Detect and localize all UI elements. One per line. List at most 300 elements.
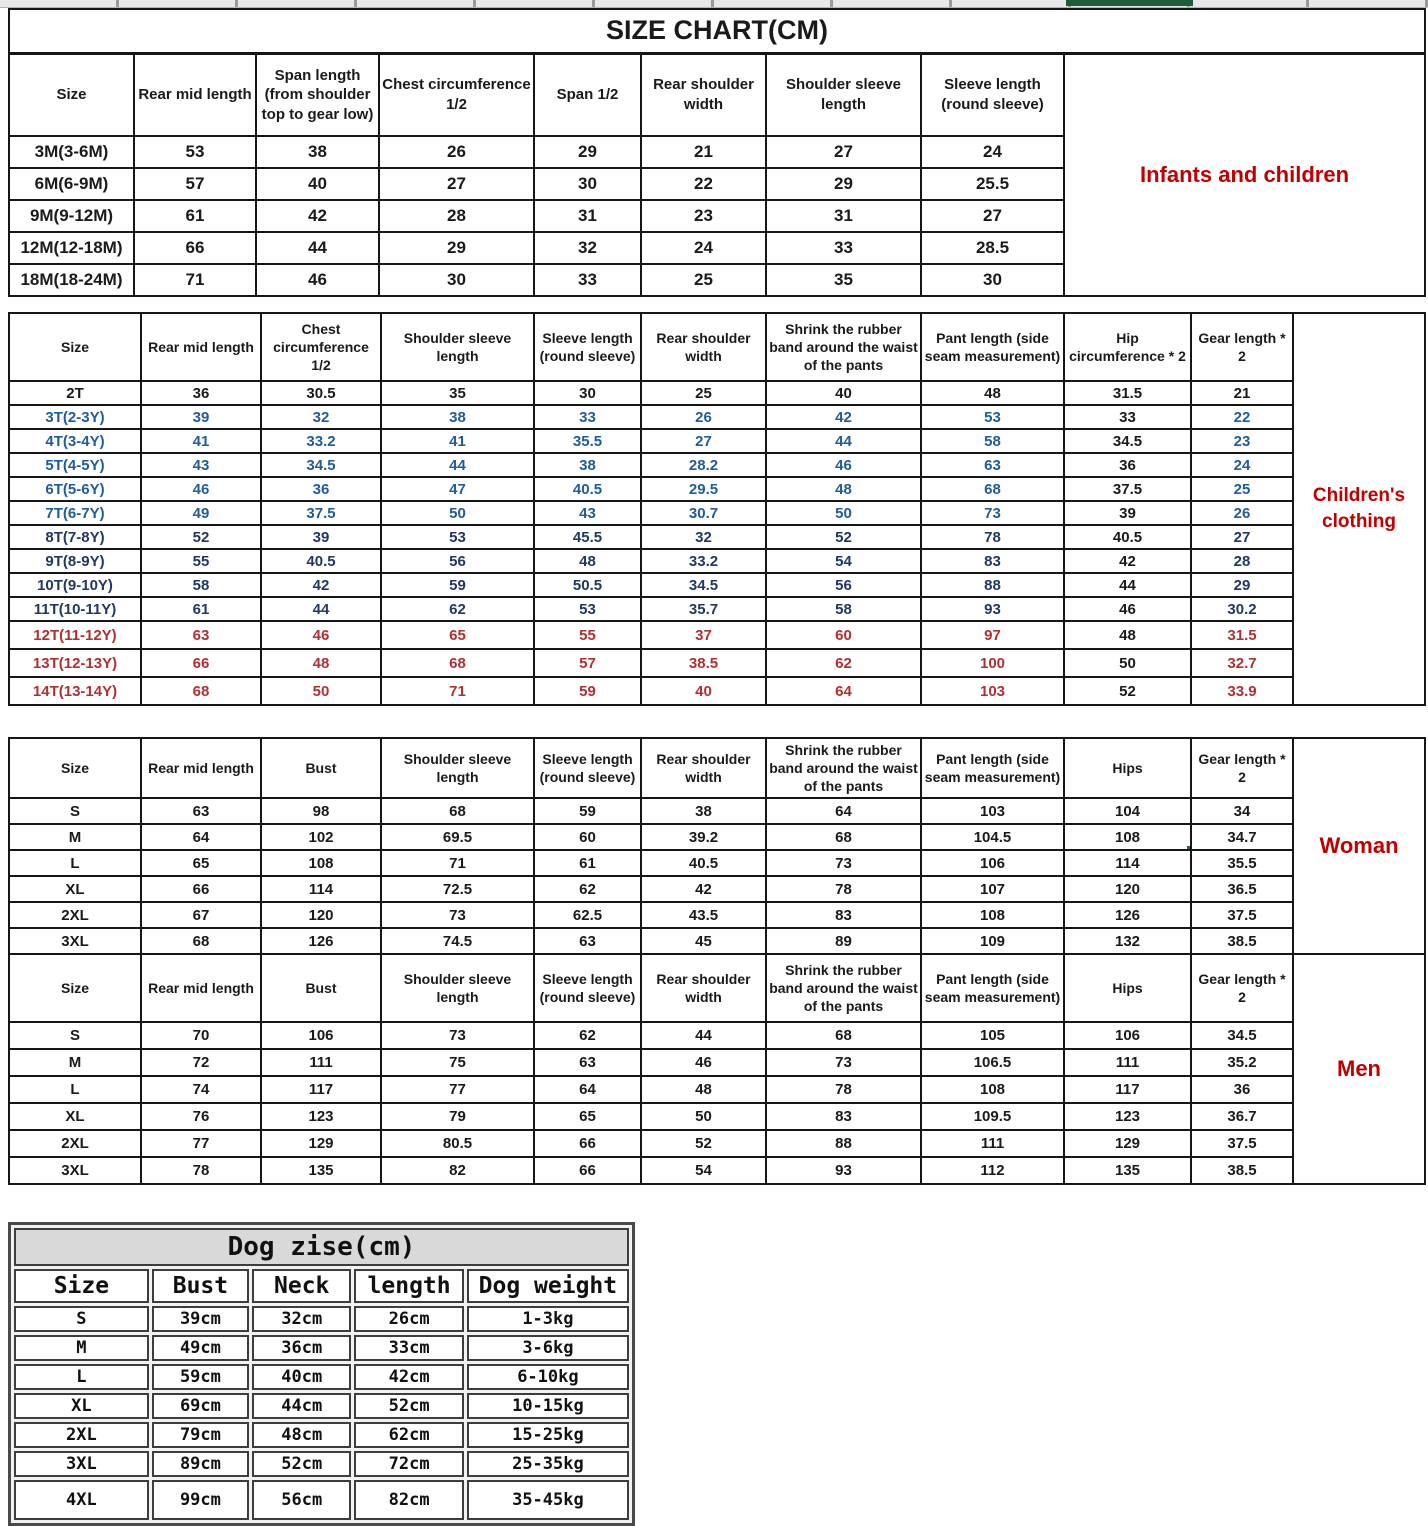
value-cell: 66 — [134, 232, 256, 264]
value-cell: 82 — [381, 1157, 534, 1184]
value-cell: 42cm — [354, 1364, 463, 1390]
value-cell: 88 — [921, 573, 1064, 597]
value-cell: 56cm — [252, 1480, 351, 1520]
value-cell: 52 — [141, 525, 261, 549]
size-cell: 2XL — [9, 1130, 141, 1157]
value-cell: 47 — [381, 477, 534, 501]
value-cell: 64 — [766, 677, 921, 705]
value-cell: 109.5 — [921, 1103, 1064, 1130]
value-cell: 23 — [1191, 429, 1293, 453]
value-cell: 82cm — [354, 1480, 463, 1520]
value-cell: 68 — [141, 928, 261, 954]
value-cell: 68 — [141, 677, 261, 705]
value-cell: 65 — [534, 1103, 641, 1130]
value-cell: 69.5 — [381, 824, 534, 850]
column-header: Sleeve length (round sleeve) — [534, 954, 641, 1022]
value-cell: 48 — [766, 477, 921, 501]
value-cell: 61 — [534, 850, 641, 876]
value-cell: 34.5 — [1191, 1022, 1293, 1049]
value-cell: 35.5 — [534, 429, 641, 453]
value-cell: 24 — [641, 232, 766, 264]
size-cell: 3XL — [9, 928, 141, 954]
size-cell: 4T(3-4Y) — [9, 429, 141, 453]
section-label-infants: Infants and children — [1064, 53, 1425, 296]
value-cell: 79cm — [152, 1422, 249, 1448]
value-cell: 24 — [921, 136, 1064, 168]
value-cell: 59 — [534, 677, 641, 705]
value-cell: 38 — [641, 798, 766, 824]
value-cell: 58 — [141, 573, 261, 597]
woman-men-size-table — [8, 737, 1426, 1185]
value-cell: 100 — [921, 649, 1064, 677]
value-cell: 23 — [641, 200, 766, 232]
value-cell: 104 — [1064, 798, 1191, 824]
value-cell: 32 — [641, 525, 766, 549]
size-cell: 12M(12-18M) — [9, 232, 134, 264]
value-cell: 21 — [641, 136, 766, 168]
value-cell: 73 — [381, 1022, 534, 1049]
value-cell: 59 — [381, 573, 534, 597]
size-cell: 6M(6-9M) — [9, 168, 134, 200]
value-cell: 27 — [921, 200, 1064, 232]
value-cell: 126 — [261, 928, 381, 954]
value-cell: 40 — [256, 168, 379, 200]
value-cell: 48 — [1064, 621, 1191, 649]
value-cell: 135 — [261, 1157, 381, 1184]
value-cell: 50 — [1064, 649, 1191, 677]
column-header: Size — [9, 738, 141, 798]
value-cell: 36cm — [252, 1335, 351, 1361]
value-cell: 26 — [379, 136, 534, 168]
value-cell: 38.5 — [1191, 928, 1293, 954]
value-cell: 57 — [534, 649, 641, 677]
value-cell: 44 — [1064, 573, 1191, 597]
value-cell: 44 — [261, 597, 381, 621]
value-cell: 108 — [921, 902, 1064, 928]
value-cell: 34.7 — [1191, 824, 1293, 850]
value-cell: 38 — [256, 136, 379, 168]
value-cell: 35 — [766, 264, 921, 296]
section-label-woman: Woman — [1293, 738, 1425, 954]
value-cell: 63 — [141, 621, 261, 649]
value-cell: 68 — [766, 824, 921, 850]
size-cell: 11T(10-11Y) — [9, 597, 141, 621]
value-cell: 33 — [1064, 405, 1191, 429]
value-cell: 29 — [1191, 573, 1293, 597]
value-cell: 120 — [261, 902, 381, 928]
column-header: Gear length * 2 — [1191, 954, 1293, 1022]
value-cell: 30.5 — [261, 381, 381, 405]
column-header: Pant length (side seam measurement) — [921, 738, 1064, 798]
value-cell: 41 — [141, 429, 261, 453]
value-cell: 50.5 — [534, 573, 641, 597]
value-cell: 129 — [261, 1130, 381, 1157]
column-header: Rear mid length — [141, 738, 261, 798]
value-cell: 38.5 — [641, 649, 766, 677]
value-cell: 42 — [641, 876, 766, 902]
value-cell: 37.5 — [261, 501, 381, 525]
value-cell: 45.5 — [534, 525, 641, 549]
infants-size-table — [8, 8, 1426, 297]
value-cell: 69cm — [152, 1393, 249, 1419]
value-cell: 37 — [641, 621, 766, 649]
value-cell: 105 — [921, 1022, 1064, 1049]
value-cell: 78 — [141, 1157, 261, 1184]
column-header: Shoulder sleeve length — [381, 738, 534, 798]
column-header: Hips — [1064, 738, 1191, 798]
value-cell: 97 — [921, 621, 1064, 649]
value-cell: 27 — [379, 168, 534, 200]
value-cell: 35.2 — [1191, 1049, 1293, 1076]
value-cell: 66 — [534, 1130, 641, 1157]
value-cell: 30.7 — [641, 501, 766, 525]
value-cell: 72.5 — [381, 876, 534, 902]
value-cell: 53 — [534, 597, 641, 621]
value-cell: 42 — [766, 405, 921, 429]
column-header: Size — [9, 954, 141, 1022]
value-cell: 42 — [261, 573, 381, 597]
value-cell: 71 — [381, 677, 534, 705]
size-cell: 5T(4-5Y) — [9, 453, 141, 477]
size-cell: 3T(2-3Y) — [9, 405, 141, 429]
value-cell: 88 — [766, 1130, 921, 1157]
value-cell: 83 — [766, 902, 921, 928]
column-header: Dog weight — [467, 1269, 629, 1303]
value-cell: 21 — [1191, 381, 1293, 405]
size-cell: M — [9, 1049, 141, 1076]
size-cell: 9M(9-12M) — [9, 200, 134, 232]
value-cell: 50 — [261, 677, 381, 705]
value-cell: 74.5 — [381, 928, 534, 954]
value-cell: 78 — [766, 876, 921, 902]
sheet-gridline-strip — [0, 0, 1428, 8]
column-header: Shoulder sleeve length — [381, 313, 534, 381]
value-cell: 108 — [921, 1076, 1064, 1103]
column-header: Size — [9, 53, 134, 136]
column-header: Rear mid length — [141, 313, 261, 381]
value-cell: 77 — [381, 1076, 534, 1103]
value-cell: 104.5 — [921, 824, 1064, 850]
value-cell: 76 — [141, 1103, 261, 1130]
value-cell: 44 — [641, 1022, 766, 1049]
size-cell: S — [9, 798, 141, 824]
dog-size-table — [8, 1222, 635, 1526]
value-cell: 73 — [766, 850, 921, 876]
section-label-children: Children's clothing — [1293, 313, 1425, 705]
value-cell: 57 — [134, 168, 256, 200]
value-cell: 25.5 — [921, 168, 1064, 200]
value-cell: 39 — [261, 525, 381, 549]
value-cell: 32.7 — [1191, 649, 1293, 677]
value-cell: 44 — [256, 232, 379, 264]
value-cell: 26 — [641, 405, 766, 429]
value-cell: 112 — [921, 1157, 1064, 1184]
column-header: Pant length (side seam measurement) — [921, 313, 1064, 381]
value-cell: 71 — [134, 264, 256, 296]
value-cell: 73 — [921, 501, 1064, 525]
column-header: Sleeve length (round sleeve) — [534, 738, 641, 798]
value-cell: 36.5 — [1191, 876, 1293, 902]
column-header: Hip circumference * 2 — [1064, 313, 1191, 381]
value-cell: 39 — [1064, 501, 1191, 525]
value-cell: 33.2 — [641, 549, 766, 573]
value-cell: 3-6kg — [467, 1335, 629, 1361]
value-cell: 53 — [921, 405, 1064, 429]
size-cell: 3M(3-6M) — [9, 136, 134, 168]
value-cell: 68 — [766, 1022, 921, 1049]
column-header: Rear shoulder width — [641, 738, 766, 798]
value-cell: 36 — [141, 381, 261, 405]
column-header: Span 1/2 — [534, 53, 641, 136]
value-cell: 30.2 — [1191, 597, 1293, 621]
value-cell: 32cm — [252, 1306, 351, 1332]
value-cell: 40 — [641, 677, 766, 705]
value-cell: 52cm — [354, 1393, 463, 1419]
value-cell: 44 — [766, 429, 921, 453]
value-cell: 43.5 — [641, 902, 766, 928]
value-cell: 26 — [1191, 501, 1293, 525]
value-cell: 32 — [534, 232, 641, 264]
value-cell: 52 — [1064, 677, 1191, 705]
value-cell: 65 — [141, 850, 261, 876]
value-cell: 59 — [534, 798, 641, 824]
value-cell: 48 — [261, 649, 381, 677]
column-header: Chest circumference 1/2 — [261, 313, 381, 381]
value-cell: 22 — [1191, 405, 1293, 429]
value-cell: 37.5 — [1191, 902, 1293, 928]
column-header: Chest circumference 1/2 — [379, 53, 534, 136]
value-cell: 34.5 — [261, 453, 381, 477]
value-cell: 62.5 — [534, 902, 641, 928]
value-cell: 53 — [134, 136, 256, 168]
value-cell: 30 — [379, 264, 534, 296]
column-header: Sleeve length (round sleeve) — [534, 313, 641, 381]
value-cell: 50 — [766, 501, 921, 525]
size-cell: 13T(12-13Y) — [9, 649, 141, 677]
value-cell: 73 — [766, 1049, 921, 1076]
size-cell: 18M(18-24M) — [9, 264, 134, 296]
value-cell: 33 — [534, 264, 641, 296]
column-header: Bust — [261, 954, 381, 1022]
value-cell: 27 — [641, 429, 766, 453]
value-cell: 68 — [921, 477, 1064, 501]
value-cell: 68 — [381, 798, 534, 824]
value-cell: 135 — [1064, 1157, 1191, 1184]
value-cell: 36 — [261, 477, 381, 501]
column-header: Shrink the rubber band around the waist of the pants — [766, 738, 921, 798]
value-cell: 35.5 — [1191, 850, 1293, 876]
column-header: Pant length (side seam measurement) — [921, 954, 1064, 1022]
value-cell: 49 — [141, 501, 261, 525]
size-cell: 2XL — [14, 1422, 149, 1448]
value-cell: 36.7 — [1191, 1103, 1293, 1130]
size-cell: M — [9, 824, 141, 850]
value-cell: 38 — [381, 405, 534, 429]
value-cell: 48 — [641, 1076, 766, 1103]
value-cell: 132 — [1064, 928, 1191, 954]
value-cell: 70 — [141, 1022, 261, 1049]
size-cell: 3XL — [14, 1451, 149, 1477]
value-cell: 53 — [381, 525, 534, 549]
selection-edge-marker — [1066, 0, 1193, 6]
value-cell: 41 — [381, 429, 534, 453]
value-cell: 64 — [141, 824, 261, 850]
value-cell: 36 — [1064, 453, 1191, 477]
value-cell: 68 — [381, 649, 534, 677]
value-cell: 38.5 — [1191, 1157, 1293, 1184]
value-cell: 48 — [921, 381, 1064, 405]
value-cell: 34.5 — [1064, 429, 1191, 453]
value-cell: 56 — [381, 549, 534, 573]
column-header: Rear mid length — [134, 53, 256, 136]
value-cell: 30 — [534, 381, 641, 405]
column-header: Size — [14, 1269, 149, 1303]
value-cell: 89 — [766, 928, 921, 954]
value-cell: 63 — [534, 1049, 641, 1076]
value-cell: 93 — [766, 1157, 921, 1184]
size-cell: 7T(6-7Y) — [9, 501, 141, 525]
value-cell: 56 — [766, 573, 921, 597]
value-cell: 123 — [261, 1103, 381, 1130]
active-cell: 108 — [1064, 824, 1191, 850]
value-cell: 25-35kg — [467, 1451, 629, 1477]
value-cell: 50 — [381, 501, 534, 525]
column-header: Rear shoulder width — [641, 954, 766, 1022]
value-cell: 25 — [641, 381, 766, 405]
value-cell: 46 — [766, 453, 921, 477]
value-cell: 46 — [1064, 597, 1191, 621]
value-cell: 102 — [261, 824, 381, 850]
value-cell: 72cm — [354, 1451, 463, 1477]
value-cell: 43 — [534, 501, 641, 525]
value-cell: 106.5 — [921, 1049, 1064, 1076]
value-cell: 59cm — [152, 1364, 249, 1390]
value-cell: 33.2 — [261, 429, 381, 453]
value-cell: 42 — [256, 200, 379, 232]
value-cell: 48cm — [252, 1422, 351, 1448]
size-cell: S — [9, 1022, 141, 1049]
value-cell: 31.5 — [1064, 381, 1191, 405]
value-cell: 40cm — [252, 1364, 351, 1390]
value-cell: 44cm — [252, 1393, 351, 1419]
column-header: Gear length * 2 — [1191, 738, 1293, 798]
column-header: Span length (from shoulder top to gear low) — [256, 53, 379, 136]
value-cell: 46 — [141, 477, 261, 501]
value-cell: 42 — [1064, 549, 1191, 573]
size-cell: 4XL — [14, 1480, 149, 1520]
value-cell: 109 — [921, 928, 1064, 954]
value-cell: 33 — [766, 232, 921, 264]
value-cell: 33cm — [354, 1335, 463, 1361]
size-cell: 6T(5-6Y) — [9, 477, 141, 501]
value-cell: 46 — [641, 1049, 766, 1076]
value-cell: 28 — [379, 200, 534, 232]
value-cell: 60 — [534, 824, 641, 850]
column-header: Rear mid length — [141, 954, 261, 1022]
value-cell: 54 — [641, 1157, 766, 1184]
value-cell: 46 — [261, 621, 381, 649]
value-cell: 29 — [766, 168, 921, 200]
value-cell: 33 — [534, 405, 641, 429]
value-cell: 52 — [766, 525, 921, 549]
value-cell: 58 — [921, 429, 1064, 453]
value-cell: 103 — [921, 677, 1064, 705]
section-label-men: Men — [1293, 954, 1425, 1184]
value-cell: 36 — [1191, 1076, 1293, 1103]
value-cell: 61 — [141, 597, 261, 621]
value-cell: 60 — [766, 621, 921, 649]
value-cell: 28.5 — [921, 232, 1064, 264]
value-cell: 80.5 — [381, 1130, 534, 1157]
size-cell: 3XL — [9, 1157, 141, 1184]
value-cell: 65 — [381, 621, 534, 649]
column-header: length — [354, 1269, 463, 1303]
value-cell: 26cm — [354, 1306, 463, 1332]
value-cell: 72 — [141, 1049, 261, 1076]
size-cell: 14T(13-14Y) — [9, 677, 141, 705]
value-cell: 77 — [141, 1130, 261, 1157]
value-cell: 106 — [261, 1022, 381, 1049]
value-cell: 103 — [921, 798, 1064, 824]
column-header: Sleeve length (round sleeve) — [921, 53, 1064, 136]
column-header: Hips — [1064, 954, 1191, 1022]
value-cell: 35.7 — [641, 597, 766, 621]
value-cell: 74 — [141, 1076, 261, 1103]
value-cell: 44 — [381, 453, 534, 477]
value-cell: 75 — [381, 1049, 534, 1076]
value-cell: 62 — [534, 1022, 641, 1049]
value-cell: 55 — [141, 549, 261, 573]
value-cell: 34 — [1191, 798, 1293, 824]
value-cell: 66 — [141, 876, 261, 902]
value-cell: 25 — [1191, 477, 1293, 501]
size-cell: XL — [14, 1393, 149, 1419]
value-cell: 120 — [1064, 876, 1191, 902]
value-cell: 55 — [534, 621, 641, 649]
value-cell: 40.5 — [641, 850, 766, 876]
value-cell: 62 — [534, 876, 641, 902]
value-cell: 111 — [261, 1049, 381, 1076]
value-cell: 111 — [921, 1130, 1064, 1157]
value-cell: 78 — [921, 525, 1064, 549]
value-cell: 49cm — [152, 1335, 249, 1361]
value-cell: 37.5 — [1191, 1130, 1293, 1157]
value-cell: 63 — [921, 453, 1064, 477]
size-cell: 2T — [9, 381, 141, 405]
value-cell: 114 — [261, 876, 381, 902]
size-cell: L — [14, 1364, 149, 1390]
size-cell: 12T(11-12Y) — [9, 621, 141, 649]
children-size-table — [8, 312, 1426, 706]
value-cell: 27 — [1191, 525, 1293, 549]
value-cell: 61 — [134, 200, 256, 232]
value-cell: 123 — [1064, 1103, 1191, 1130]
value-cell: 66 — [141, 649, 261, 677]
value-cell: 40.5 — [534, 477, 641, 501]
value-cell: 114 — [1064, 850, 1191, 876]
value-cell: 62 — [381, 597, 534, 621]
column-header: Bust — [261, 738, 381, 798]
value-cell: 93 — [921, 597, 1064, 621]
value-cell: 99cm — [152, 1480, 249, 1520]
value-cell: 83 — [921, 549, 1064, 573]
value-cell: 71 — [381, 850, 534, 876]
value-cell: 89cm — [152, 1451, 249, 1477]
value-cell: 30 — [534, 168, 641, 200]
size-chart-title: SIZE CHART(CM) — [9, 9, 1425, 53]
value-cell: 78 — [766, 1076, 921, 1103]
value-cell: 6-10kg — [467, 1364, 629, 1390]
